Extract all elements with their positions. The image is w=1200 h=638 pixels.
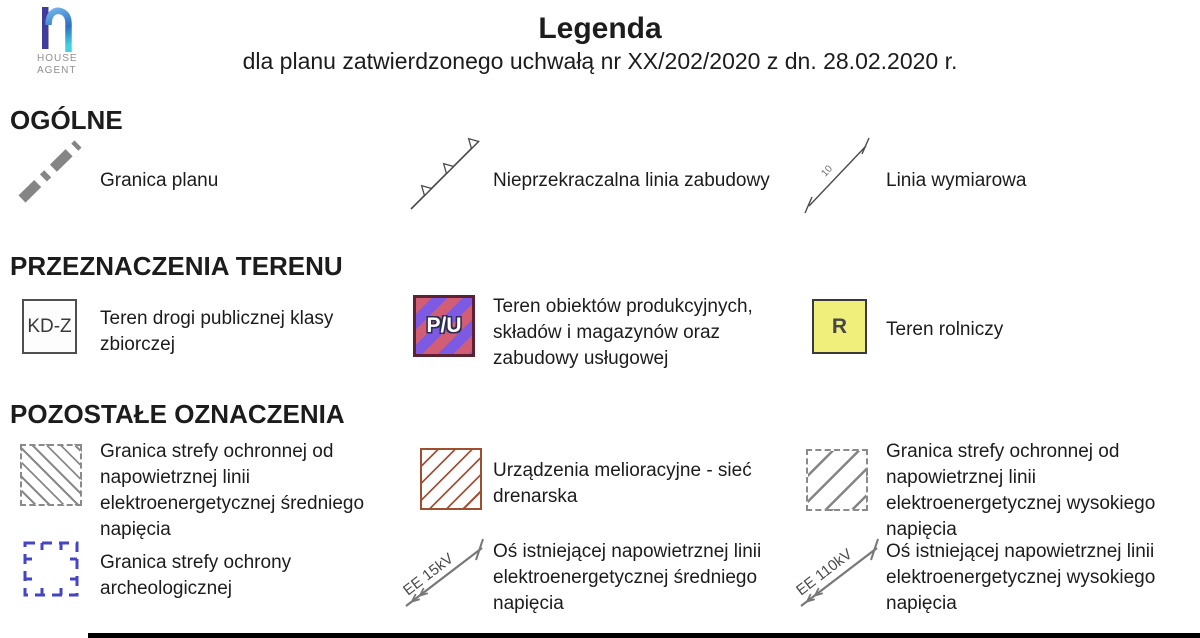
item-label-ee110: Oś istniejącej napowietrznej linii elektroenergetycznej wysokiego napięcia <box>886 541 1156 614</box>
section-heading-other: POZOSTAŁE OZNACZENIA <box>10 399 345 429</box>
bottom-edge-bar <box>88 633 1200 638</box>
section-heading-land-use: PRZEZNACZENIA TERENU <box>10 251 343 281</box>
pu-zone-swatch <box>413 295 475 357</box>
ee-110kv-code: EE 110kV <box>793 545 856 600</box>
page-title: Legenda <box>538 12 662 45</box>
dimension-value: 10 <box>819 163 835 180</box>
item-label-building-limit: Nieprzekraczalna linia zabudowy <box>493 170 770 191</box>
plan-boundary-icon <box>15 137 85 207</box>
item-label-drainage: Urządzenia melioracyjne - sieć drenarska <box>493 460 752 507</box>
r-zone-swatch <box>812 299 867 354</box>
logo-word-house: HOUSE <box>37 53 78 64</box>
logo-word-agent: AGENT <box>37 65 77 76</box>
pu-zone-code: P/U <box>426 314 462 337</box>
item-label-kdz: Teren drogi publicznej klasy zbiorczej <box>100 308 334 355</box>
r-zone-code: R <box>831 314 848 338</box>
kdz-zone-swatch <box>22 299 77 354</box>
item-label-archeo: Granica strefy ochrony archeologicznej <box>100 552 292 599</box>
drainage-network-icon <box>420 448 482 510</box>
mv-protection-zone-icon <box>20 444 82 506</box>
item-label-plan-boundary: Granica planu <box>100 170 219 191</box>
item-label-dimension-line: Linia wymiarowa <box>886 170 1027 191</box>
archaeological-zone-icon <box>20 538 82 600</box>
ee-110kv-axis-icon <box>793 528 888 614</box>
ee-15kv-axis-icon <box>398 532 493 614</box>
section-heading-general: OGÓLNE <box>10 105 123 135</box>
kdz-zone-code: KD-Z <box>27 315 72 337</box>
item-label-mv-zone: Granica strefy ochronnej od napowietrznej linii elektroenergetycznej średniego napięcia <box>100 441 365 540</box>
building-limit-line-icon <box>405 135 485 215</box>
hv-protection-zone-icon <box>806 449 868 511</box>
item-label-r: Teren rolniczy <box>886 319 1004 340</box>
page-subtitle: dla planu zatwierdzonego uchwałą nr XX/202/2020 z dn. 28.02.2020 r. <box>242 48 958 74</box>
item-label-hv-zone: Granica strefy ochronnej od napowietrznej linii elektroenergetycznej wysokiego napięcia <box>886 441 1156 540</box>
item-label-ee15: Oś istniejącej napowietrznej linii elektroenergetycznej średniego napięcia <box>493 541 762 614</box>
item-label-pu: Teren obiektów produkcyjnych, składów i magazynów oraz zabudowy usługowej <box>493 296 753 369</box>
ee-15kv-code: EE 15kV <box>400 550 457 600</box>
dimension-line-icon <box>798 133 880 217</box>
